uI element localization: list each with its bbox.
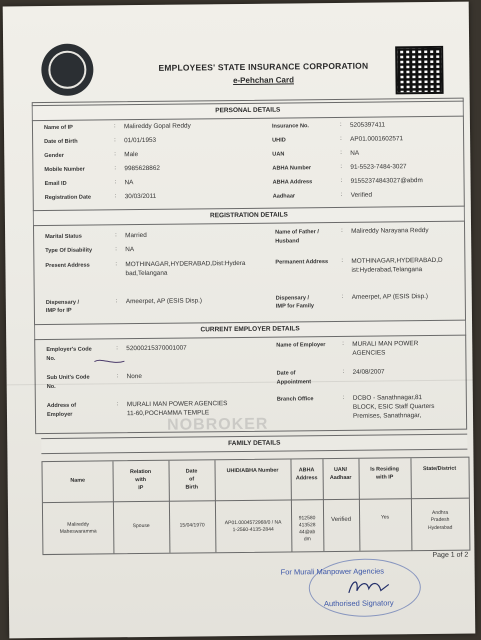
present-address-line2: bad,Telangana bbox=[125, 269, 168, 278]
watermark: NOBROKER bbox=[167, 415, 269, 434]
father-husband-label-line2: Husband bbox=[275, 238, 300, 245]
id-card-document: EMPLOYEES' STATE INSURANCE CORPORATION e-Pehchan Card PERSONAL DETAILS Name of IP : Malireddy Gopal Reddy Date of Birth : 01/01/1953 Gender : Male Mobile Number : 9985628862 Email ID : NA Registration Date : 30/03/2011 Insurance No. : 5205397411 UHID : AP01.0001602571 UAN : NA ABHA Number : 91-5523-7484-3027 ABHA Address : 91552374843027@abdm Aadhaar : Verified REGISTRATION DETAILS Marital Status : Married Type Of Disability : NA Present Address : MOTHINAGAR,HYDERABAD,Dist:Hydera bad,Telangana Dispensary / IMP for IP : Ameerpet, AP (ESIS Disp.) Name of Father / Husband : Malireddy Narayana Reddy Permanent Address : MOTHINAGAR,HYDERABAD,D ist:Hyderabad,Telangana Dispensary / IMP for Family : Ameerpet, AP (ESIS Disp.) CURRENT EMPLOYER DETAILS Employer's Code No. : 52000215370001007 Sub Unit's Code No. : None Address of Employer : MURALI MAN POWER AGENCIES 11-60,POCHAMMA TEMPLE Name of Employer : MURALI MAN POWER AGENCIES Date of Appointment : 24/08/2007 Branch Office : DCBO - Sanathnagar,81 BLOCK, ESIC Staff Quarters Premises, Sanathnagar, NOBROKER FAMILY DETAILS Name Relation with IP Date of Birth UHID/ABHA Number ABHA Address UAN/ Aadhaar Is Residing with IP State/District Malireddy Maheswaramma Spouse 15/04/1970 AP01.0004572968/0 / NA 1-2560-4135-2844 912580 413528 44@ab dm Verified Yes Andhra Pradesh Hyderabad Page 1 of 2 For Murali Manpower Agencies Authorised Signatory bbox=[3, 2, 476, 639]
gender-label: Gender bbox=[44, 152, 64, 160]
signature-mark bbox=[345, 574, 395, 599]
name-of-employer-line2: AGENCIES bbox=[352, 349, 386, 357]
abha-address-label: ABHA Address bbox=[272, 179, 313, 186]
mobile-number-value: 9985628862 bbox=[124, 164, 160, 173]
gender-value: Male bbox=[124, 151, 139, 159]
family-state-line1: Andhra bbox=[431, 509, 449, 516]
family-abha-line1: 912580 bbox=[298, 515, 316, 522]
family-name-line2: Maheswaramma bbox=[59, 528, 97, 535]
abha-address-value: 91552374843027@abdm bbox=[350, 177, 423, 185]
esic-emblem-icon bbox=[41, 44, 94, 97]
registration-details-heading: REGISTRATION DETAILS bbox=[33, 206, 465, 227]
registration-date-label: Registration Date bbox=[44, 194, 92, 202]
marital-status-value: Married bbox=[125, 231, 147, 240]
family-relation: Spouse bbox=[132, 522, 150, 530]
family-header-relation-3: IP bbox=[138, 485, 144, 492]
family-header-residing-1: Is Residing bbox=[370, 466, 399, 473]
personal-right-column: Insurance No. : 5205397411 UHID : AP01.0001602571 UAN : NA ABHA Number : 91-5523-7484-3027 ABHA Address : 91552374843027@abdm Aadhaar : Verified bbox=[271, 121, 423, 200]
dispensary-family-label-line1: Dispensary / bbox=[275, 295, 310, 302]
employer-address-label-line2: Employer bbox=[46, 411, 73, 419]
personal-left-column: Name of IP : Malireddy Gopal Reddy Date of Birth : 01/01/1953 Gender : Male Mobile Number : 9985628862 Email ID : NA Registration Date : 30/03/2011 bbox=[43, 122, 191, 202]
name-of-ip-value: Malireddy Gopal Reddy bbox=[123, 122, 191, 131]
family-uhid-line2: 1-2560-4135-2844 bbox=[232, 526, 274, 534]
employer-code-label-line2: No. bbox=[46, 355, 56, 363]
family-state-line2: Pradesh bbox=[430, 516, 450, 524]
permanent-address-line1: MOTHINAGAR,HYDERABAD,D bbox=[351, 256, 443, 265]
uan-value: NA bbox=[350, 149, 360, 157]
insurance-no-label: Insurance No. bbox=[271, 123, 310, 130]
page-number: Page 1 of 2 bbox=[432, 551, 469, 559]
uan-label: UAN bbox=[272, 151, 285, 158]
authorised-signatory: Authorised Signatory bbox=[323, 598, 394, 609]
family-uhid-line1: AP01.0004572968/0 / NA bbox=[224, 519, 282, 527]
registration-date-value: 30/03/2011 bbox=[124, 192, 157, 201]
uhid-label: UHID bbox=[272, 137, 286, 144]
abha-number-value: 91-5523-7484-3027 bbox=[350, 163, 407, 171]
employer-address-label-line1: Address of bbox=[46, 402, 77, 410]
card-title: e-Pehchan Card bbox=[232, 75, 294, 86]
family-residing: Yes bbox=[380, 514, 390, 521]
dispensary-ip-label-line1: Dispensary / bbox=[45, 299, 80, 307]
name-of-ip-label: Name of IP bbox=[43, 124, 73, 132]
present-address-line1: MOTHINAGAR,HYDERABAD,Dist:Hydera bbox=[125, 259, 246, 269]
for-agency-text: For Murali Manpower Agencies bbox=[280, 566, 385, 577]
employer-code-value: 52000215370001007 bbox=[126, 344, 187, 353]
uhid-value: AP01.0001602571 bbox=[350, 135, 404, 143]
sub-unit-code-value: None bbox=[126, 373, 142, 381]
insurance-no-value: 5205397411 bbox=[349, 121, 386, 129]
marital-status-label: Marital Status bbox=[45, 233, 82, 241]
family-header-dob-3: Birth bbox=[185, 484, 199, 491]
sub-unit-code-label-line1: Sub Unit's Code bbox=[46, 374, 90, 382]
family-state-line3: Hyderabad bbox=[427, 524, 453, 532]
abha-number-label: ABHA Number bbox=[272, 165, 312, 172]
family-header-abha-1: ABHA bbox=[298, 467, 315, 474]
date-of-appointment-label-line1: Date of bbox=[276, 370, 296, 377]
family-abha-line3: 44@ab bbox=[299, 529, 316, 536]
date-of-appointment-value: 24/08/2007 bbox=[352, 368, 385, 376]
family-header-dob-1: Date bbox=[185, 468, 198, 475]
aadhaar-value: Verified bbox=[350, 191, 373, 199]
branch-office-line1: DCBO - Sanathnagar,81 bbox=[352, 394, 423, 402]
permanent-address-label: Permanent Address bbox=[275, 259, 329, 266]
family-header-dob-2: of bbox=[189, 476, 195, 483]
employer-details-heading: CURRENT EMPLOYER DETAILS bbox=[34, 320, 466, 341]
sub-unit-code-label-line2: No. bbox=[46, 383, 56, 391]
name-of-employer-label: Name of Employer bbox=[276, 342, 326, 349]
family-uan: Verified bbox=[331, 516, 352, 524]
branch-office-line3: Premises, Sanathnagar, bbox=[352, 412, 422, 420]
disability-value: NA bbox=[125, 246, 135, 254]
mobile-number-label: Mobile Number bbox=[44, 166, 85, 174]
branch-office-line2: BLOCK, ESIC Staff Quarters bbox=[352, 402, 435, 411]
date-of-birth-value: 01/01/1953 bbox=[124, 136, 157, 145]
permanent-address-line2: ist:Hyderabad,Telangana bbox=[351, 266, 423, 274]
present-address-label: Present Address bbox=[45, 262, 90, 270]
qr-code-icon bbox=[395, 46, 444, 95]
dispensary-family-value: Ameerpet, AP (ESIS Disp.) bbox=[351, 293, 429, 301]
family-table bbox=[41, 457, 470, 555]
dispensary-ip-value: Ameerpet, AP (ESIS Disp.) bbox=[125, 297, 203, 306]
father-husband-value: Malireddy Narayana Reddy bbox=[351, 227, 429, 235]
family-header-uhid: UHID/ABHA Number bbox=[226, 467, 279, 475]
family-header-uan-1: UAN/ bbox=[333, 466, 348, 474]
employer-address-line1: MURALI MAN POWER AGENCIES bbox=[126, 400, 228, 409]
family-header-abha-2: Address bbox=[295, 475, 318, 482]
organization-name: EMPLOYEES' STATE INSURANCE CORPORATION bbox=[158, 60, 369, 73]
disability-label: Type Of Disability bbox=[45, 247, 93, 255]
dispensary-family-label-line2: IMP for Family bbox=[275, 303, 315, 310]
family-header-residing-2: with IP bbox=[375, 474, 394, 481]
family-header-relation-1: Relation bbox=[129, 468, 152, 476]
date-of-birth-label: Date of Birth bbox=[44, 138, 78, 146]
family-dob: 15/04/1970 bbox=[179, 522, 205, 529]
date-of-appointment-label-line2: Appointment bbox=[276, 379, 312, 386]
email-id-label: Email ID bbox=[44, 180, 67, 188]
family-abha-line2: 413528 bbox=[298, 522, 316, 529]
family-header-state: State/District bbox=[422, 465, 457, 473]
dispensary-ip-label-line2: IMP for IP bbox=[45, 307, 72, 315]
father-husband-label-line1: Name of Father / bbox=[275, 229, 319, 236]
family-abha-line4: dm bbox=[303, 536, 311, 543]
personal-details-heading: PERSONAL DETAILS bbox=[32, 101, 464, 122]
aadhaar-label: Aadhaar bbox=[272, 193, 296, 200]
name-of-employer-line1: MURALI MAN POWER bbox=[352, 340, 419, 348]
family-header-uan-2: Aadhaar bbox=[329, 474, 352, 482]
email-id-value: NA bbox=[124, 179, 134, 187]
employer-address-line2: 11-60,POCHAMMA TEMPLE bbox=[126, 409, 210, 418]
family-details-heading: FAMILY DETAILS bbox=[41, 434, 467, 454]
family-header-name: Name bbox=[70, 477, 86, 484]
pen-mark bbox=[92, 355, 128, 369]
family-name-line1: Malireddy bbox=[67, 521, 90, 528]
family-header-relation-2: with bbox=[135, 476, 147, 484]
employer-code-label-line1: Employer's Code bbox=[46, 346, 92, 354]
branch-office-label: Branch Office bbox=[276, 396, 314, 403]
